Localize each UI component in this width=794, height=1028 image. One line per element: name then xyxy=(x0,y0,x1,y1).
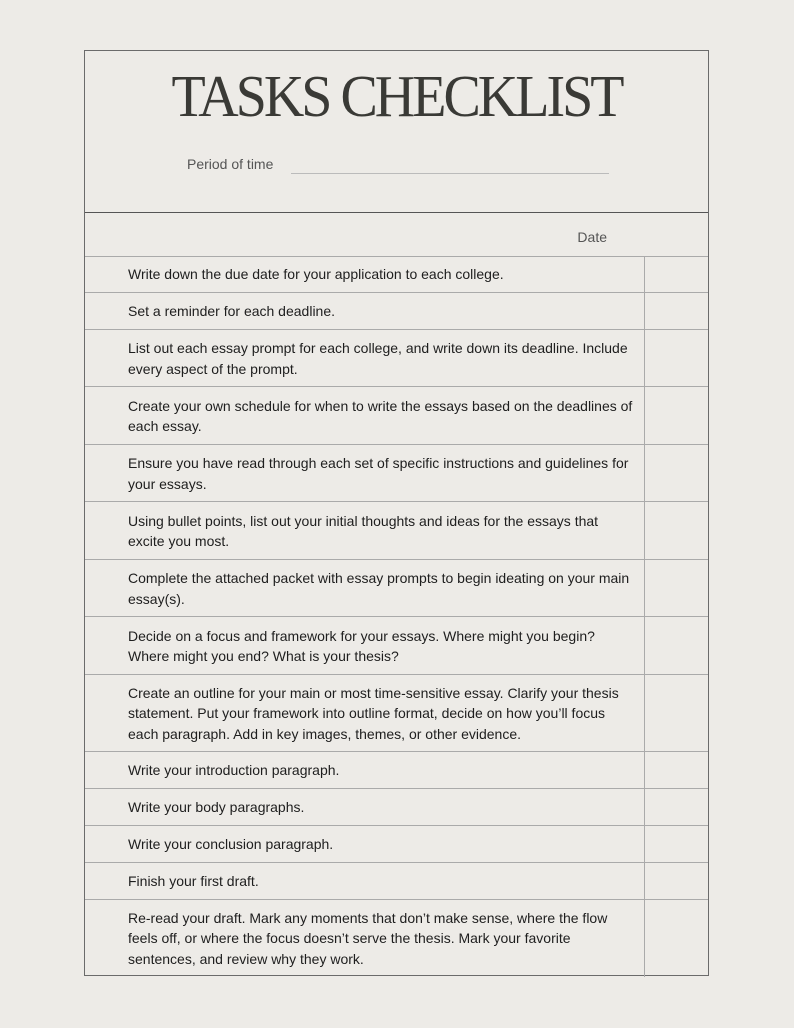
task-text: Create an outline for your main or most time-sensitive essay. Clarify your thesis statement. Put your framework into outline format, decide on how you’ll focus each paragraph. Add in key images, themes, or other evidence. xyxy=(128,684,619,742)
task-date-cell[interactable] xyxy=(644,387,710,444)
task-row xyxy=(85,617,708,675)
task-text: Ensure you have read through each set of specific instructions and guidelines for your essays. xyxy=(128,455,629,492)
date-header-row xyxy=(85,212,708,257)
task-list xyxy=(85,256,708,977)
task-text: Set a reminder for each deadline. xyxy=(128,303,336,320)
task-row xyxy=(85,752,708,789)
date-column-label: Date xyxy=(577,229,607,245)
task-date-cell[interactable] xyxy=(644,617,710,674)
task-text: Write your conclusion paragraph. xyxy=(128,836,334,853)
task-date-cell[interactable] xyxy=(644,675,710,751)
task-date-cell[interactable] xyxy=(644,293,710,329)
task-text: Decide on a focus and framework for your essays. Where might you begin? Where might you end? What is your thesis? xyxy=(128,627,595,664)
task-row xyxy=(85,826,708,863)
task-text: List out each essay prompt for each college, and write down its deadline. Include every aspect of the prompt. xyxy=(128,340,628,377)
task-text: Using bullet points, list out your initial thoughts and ideas for the essays that excite you most. xyxy=(128,512,599,549)
task-row xyxy=(85,387,708,445)
task-date-cell[interactable] xyxy=(644,502,710,559)
header-section xyxy=(85,51,708,213)
task-date-cell[interactable] xyxy=(644,789,710,825)
task-row xyxy=(85,502,708,560)
task-row xyxy=(85,900,708,977)
task-date-cell[interactable] xyxy=(644,826,710,862)
task-text: Create your own schedule for when to write the essays based on the deadlines of each essay. xyxy=(128,397,633,434)
task-row xyxy=(85,256,708,293)
task-date-cell[interactable] xyxy=(644,900,710,977)
task-text: Write your introduction paragraph. xyxy=(128,762,340,779)
task-row xyxy=(85,445,708,502)
task-row xyxy=(85,330,708,387)
checklist-sheet xyxy=(84,50,709,976)
period-label: Period of time xyxy=(187,156,274,172)
task-row xyxy=(85,863,708,900)
task-date-cell[interactable] xyxy=(644,445,710,501)
task-text: Finish your first draft. xyxy=(128,873,259,890)
task-text: Write down the due date for your application to each college. xyxy=(128,266,504,283)
task-text: Re-read your draft. Mark any moments that don’t make sense, where the flow feels off, or where the focus doesn’t serve the thesis. Mark your favorite sentences, and review why they work. xyxy=(128,909,608,967)
page-title: TASKS CHECKLIST xyxy=(171,64,622,130)
task-row xyxy=(85,675,708,752)
task-date-cell[interactable] xyxy=(644,752,710,788)
task-date-cell[interactable] xyxy=(644,560,710,616)
task-row xyxy=(85,560,708,617)
task-row xyxy=(85,293,708,330)
period-input-line[interactable] xyxy=(291,173,609,174)
task-date-cell[interactable] xyxy=(644,256,710,292)
task-date-cell[interactable] xyxy=(644,863,710,899)
task-date-cell[interactable] xyxy=(644,330,710,386)
task-text: Write your body paragraphs. xyxy=(128,799,305,816)
task-row xyxy=(85,789,708,826)
task-text: Complete the attached packet with essay prompts to begin ideating on your main essay(s). xyxy=(128,570,630,607)
